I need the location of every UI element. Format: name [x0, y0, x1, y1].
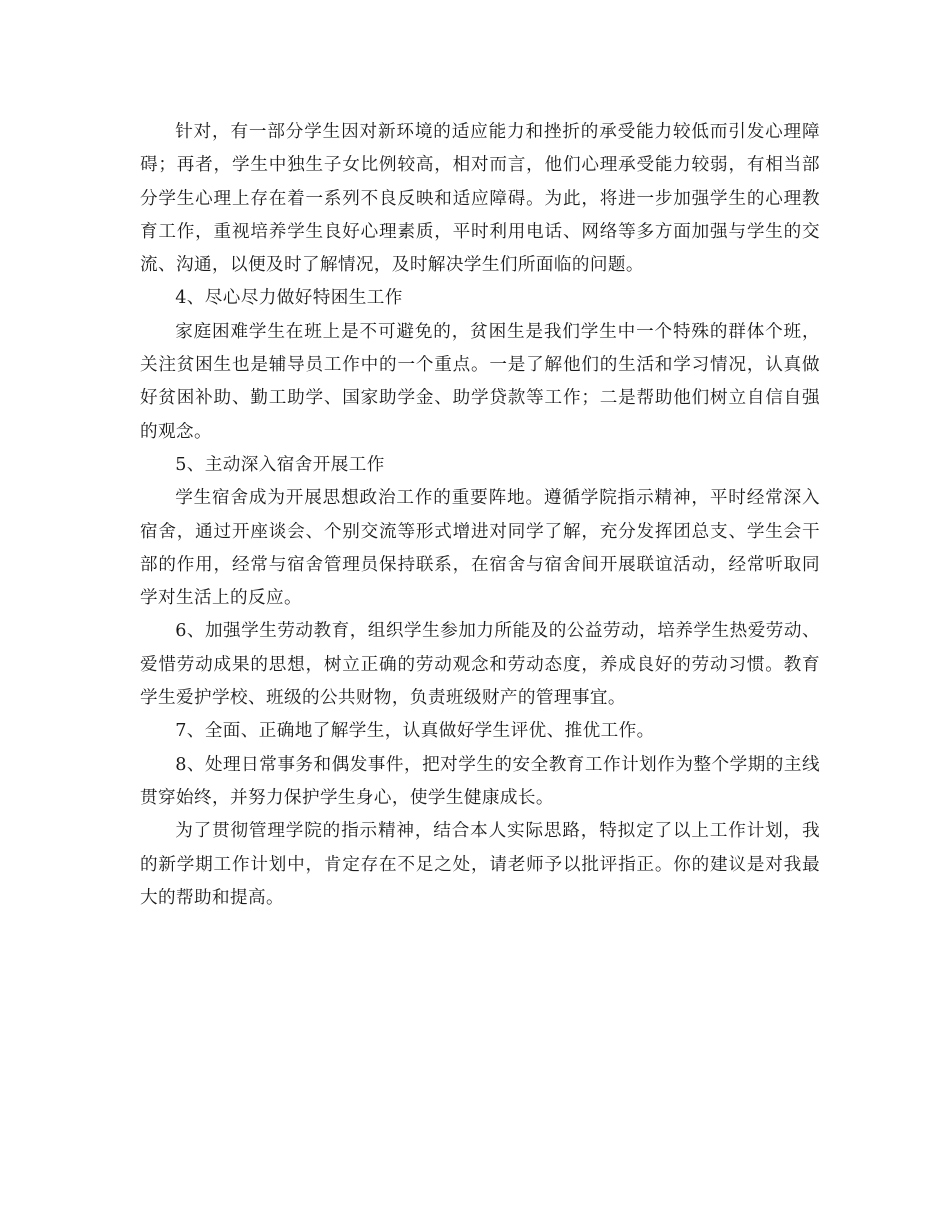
paragraph-psychological-education: 针对，有一部分学生因对新环境的适应能力和挫折的承受能力较低而引发心理障碍；再者，学生中独生子女比例较高，相对而言，他们心理承受能力较弱，有相当部分学生心理上存在着一系列不良反映和适应障碍。为此，将进一步加强学生的心理教育工作，重视培养学生良好心理素质，平时利用电话、网络等多方面加强与学生的交流、沟通，以便及时了解情况，及时解决学生们所面临的问题。: [140, 122, 820, 276]
document-body: [140, 116, 820, 915]
heading-dormitory-work: 5、主动深入宿舍开展工作: [175, 454, 385, 475]
paragraph-conclusion: 为了贯彻管理学院的指示精神，结合本人实际思路，特拟定了以上工作计划，我的新学期工作计划中，肯定存在不足之处，请老师予以批评指正。你的建议是对我最大的帮助和提高。: [140, 821, 820, 908]
paragraph-dormitory: 学生宿舍成为开展思想政治工作的重要阵地。遵循学院指示精神，平时经常深入宿舍，通过开座谈会、个别交流等形式增进对同学了解，充分发挥团总支、学生会干部的作用，经常与宿舍管理员保持联系，在宿舍与宿舍间开展联谊活动，经常听取同学对生活上的反应。: [140, 488, 820, 609]
paragraph-labor-education: 6、加强学生劳动教育，组织学生参加力所能及的公益劳动，培养学生热爱劳动、爱惜劳动成果的思想，树立正确的劳动观念和劳动态度，养成良好的劳动习惯。教育学生爱护学校、班级的公共财物，负责班级财产的管理事宜。: [140, 621, 820, 709]
paragraph-student-evaluation: 7、全面、正确地了解学生，认真做好学生评优、推优工作。: [175, 721, 655, 742]
paragraph-daily-affairs: 8、处理日常事务和偶发事件，把对学生的安全教育工作计划作为整个学期的主线贯穿始终，并努力保护学生身心，使学生健康成长。: [140, 754, 820, 808]
heading-poor-students-work: 4、尽心尽力做好特困生工作: [175, 288, 403, 309]
paragraph-poor-students: 家庭困难学生在班上是不可避免的，贫困生是我们学生中一个特殊的群体个班，关注贫困生也是辅导员工作中的一个重点。一是了解他们的生活和学习情况，认真做好贫困补助、勤工助学、国家助学金、助学贷款等工作；二是帮助他们树立自信自强的观念。: [140, 321, 820, 442]
